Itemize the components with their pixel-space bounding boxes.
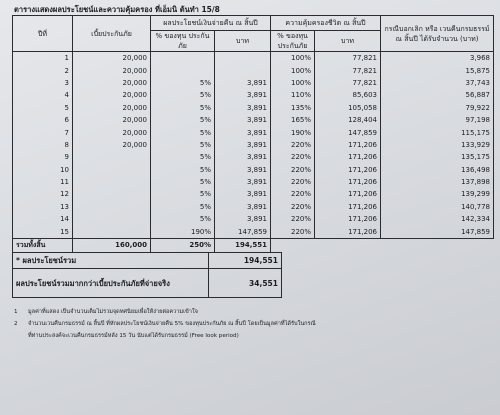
cell-life-pct: 100% xyxy=(271,52,315,65)
header-life-pct: % ของทุน ประกันภัย xyxy=(271,31,315,52)
cell-year: 4 xyxy=(13,89,73,101)
cell-year: 14 xyxy=(13,213,73,225)
footnotes xyxy=(14,306,316,342)
cell-year: 6 xyxy=(13,114,73,126)
excess-value: 34,551 xyxy=(209,269,282,298)
total-cash-baht: 194,551 xyxy=(215,238,271,252)
total-benefit-label: * ผลประโยชน์รวม xyxy=(13,253,209,269)
cell-year: 8 xyxy=(13,139,73,151)
cell-year: 12 xyxy=(13,188,73,200)
cell-cash-baht: 3,891 xyxy=(215,201,271,213)
cell-cash-pct: 5% xyxy=(151,126,215,138)
cell-surrender: 79,922 xyxy=(381,102,494,114)
cell-cash-baht: 3,891 xyxy=(215,176,271,188)
cell-surrender: 140,778 xyxy=(381,201,494,213)
cell-premium: 20,000 xyxy=(73,114,151,126)
cell-life-pct: 190% xyxy=(271,126,315,138)
cell-cash-pct: 5% xyxy=(151,164,215,176)
cell-cash-baht: 3,891 xyxy=(215,139,271,151)
table-row xyxy=(13,201,494,213)
table-row xyxy=(13,225,494,238)
footnote-text: มูลค่าที่แสดง เป็นจำนวนเต็มไม่รวมจุดทศนิยมเพื่อให้ง่ายต่อความเข้าใจ xyxy=(28,309,198,315)
cell-cash-baht: 3,891 xyxy=(215,164,271,176)
table-row xyxy=(13,102,494,114)
cell-surrender: 147,859 xyxy=(381,225,494,238)
cell-year: 3 xyxy=(13,77,73,89)
cell-life-baht: 77,821 xyxy=(315,64,381,76)
cell-surrender: 37,743 xyxy=(381,77,494,89)
cell-surrender: 142,334 xyxy=(381,213,494,225)
table-row xyxy=(13,151,494,163)
header-cash-benefit: ผลประโยชน์เงินจ่ายคืน ณ สิ้นปี xyxy=(151,16,271,31)
cell-cash-baht: 3,891 xyxy=(215,89,271,101)
cell-surrender: 139,299 xyxy=(381,188,494,200)
summary-table xyxy=(12,252,282,298)
cell-life-pct: 100% xyxy=(271,64,315,76)
header-surrender: กรณีบอกเลิก หรือ เวนคืนกรมธรรม์ ณ สิ้นปี ได้รับจำนวน (บาท) xyxy=(381,16,494,52)
table-row xyxy=(13,176,494,188)
footnote-text: จำนวนเวนคืนกรมธรรม์ ณ สิ้นปี ที่หักผลประโยชน์เงินจ่ายคืน 5% ของทุนประกันภัย ณ สิ้นปี โดยเป็นมูลค่าที่ได้รับในกรณี xyxy=(28,321,316,327)
cell-cash-baht: 147,859 xyxy=(215,225,271,238)
cell-premium xyxy=(73,225,151,238)
header-year: ปีที่ xyxy=(13,16,73,52)
footnote xyxy=(14,330,316,342)
excess-label: ผลประโยชน์รวมมากกว่าเบี้ยประกันภัยที่จ่ายจริง xyxy=(13,269,209,298)
cell-life-baht: 171,206 xyxy=(315,176,381,188)
header-life-baht: บาท xyxy=(315,31,381,52)
cell-life-baht: 171,206 xyxy=(315,151,381,163)
cell-life-baht: 77,821 xyxy=(315,77,381,89)
cell-cash-pct: 5% xyxy=(151,213,215,225)
table-row xyxy=(13,77,494,89)
cell-premium xyxy=(73,201,151,213)
footnote-number: 2 xyxy=(14,321,18,327)
cell-life-pct: 220% xyxy=(271,201,315,213)
cell-cash-pct: 5% xyxy=(151,89,215,101)
cell-year: 1 xyxy=(13,52,73,65)
cell-cash-pct: 5% xyxy=(151,77,215,89)
cell-life-pct: 220% xyxy=(271,151,315,163)
cell-surrender: 97,198 xyxy=(381,114,494,126)
cell-premium xyxy=(73,164,151,176)
footnote xyxy=(14,306,316,318)
cell-life-baht: 171,206 xyxy=(315,213,381,225)
cell-surrender: 3,968 xyxy=(381,52,494,65)
cell-life-pct: 220% xyxy=(271,213,315,225)
cell-cash-pct: 5% xyxy=(151,201,215,213)
cell-cash-baht: 3,891 xyxy=(215,151,271,163)
cell-cash-pct: 5% xyxy=(151,188,215,200)
cell-surrender: 115,175 xyxy=(381,126,494,138)
cell-premium: 20,000 xyxy=(73,102,151,114)
table-row xyxy=(13,164,494,176)
cell-cash-pct xyxy=(151,64,215,76)
header-life-cover: ความคุ้มครองชีวิต ณ สิ้นปี xyxy=(271,16,381,31)
cell-life-baht: 147,859 xyxy=(315,126,381,138)
table-row xyxy=(13,52,494,65)
cell-cash-baht xyxy=(215,64,271,76)
cell-life-baht: 105,058 xyxy=(315,102,381,114)
footnote-text: ที่ท่านประสงค์จะเวนคืนกรมธรรม์หลัง 15 วัน นับแต่ได้รับกรมธรรม์ (Free look period) xyxy=(28,333,239,339)
header-premium: เบี้ยประกันภัย xyxy=(73,16,151,52)
cell-life-baht: 85,603 xyxy=(315,89,381,101)
cell-premium xyxy=(73,176,151,188)
cell-year: 13 xyxy=(13,201,73,213)
cell-surrender: 56,887 xyxy=(381,89,494,101)
header-cash-pct: % ของทุน ประกันภัย xyxy=(151,31,215,52)
footnote-number: 1 xyxy=(14,309,18,315)
cell-life-pct: 100% xyxy=(271,77,315,89)
total-row xyxy=(13,238,494,252)
table-row xyxy=(13,114,494,126)
cell-cash-baht: 3,891 xyxy=(215,126,271,138)
cell-premium: 20,000 xyxy=(73,52,151,65)
cell-year: 9 xyxy=(13,151,73,163)
cell-life-baht: 128,404 xyxy=(315,114,381,126)
cell-life-baht: 171,206 xyxy=(315,225,381,238)
cell-life-pct: 165% xyxy=(271,114,315,126)
cell-life-baht: 171,206 xyxy=(315,201,381,213)
table-row xyxy=(13,188,494,200)
cell-life-pct: 135% xyxy=(271,102,315,114)
footnote xyxy=(14,318,316,330)
cell-cash-pct xyxy=(151,52,215,65)
cell-year: 2 xyxy=(13,64,73,76)
cell-year: 5 xyxy=(13,102,73,114)
header-cash-baht: บาท xyxy=(215,31,271,52)
cell-life-baht: 171,206 xyxy=(315,188,381,200)
cell-surrender: 133,929 xyxy=(381,139,494,151)
cell-cash-pct: 5% xyxy=(151,151,215,163)
cell-cash-pct: 5% xyxy=(151,139,215,151)
cell-surrender: 137,898 xyxy=(381,176,494,188)
cell-premium xyxy=(73,151,151,163)
table-row xyxy=(13,64,494,76)
cell-year: 15 xyxy=(13,225,73,238)
cell-life-pct: 110% xyxy=(271,89,315,101)
benefit-table xyxy=(12,15,494,253)
total-premium: 160,000 xyxy=(73,238,151,252)
cell-cash-pct: 5% xyxy=(151,176,215,188)
cell-life-baht: 77,821 xyxy=(315,52,381,65)
table-row xyxy=(13,126,494,138)
cell-life-pct: 220% xyxy=(271,164,315,176)
cell-cash-baht: 3,891 xyxy=(215,188,271,200)
cell-life-pct: 220% xyxy=(271,139,315,151)
page-title: ตารางแสดงผลประโยชน์และความคุ้มครอง ที่เอ็มนิ ต้นทำ 15/8 xyxy=(14,5,220,14)
cell-cash-baht: 3,891 xyxy=(215,213,271,225)
cell-life-baht: 171,206 xyxy=(315,164,381,176)
cell-cash-baht xyxy=(215,52,271,65)
cell-life-pct: 220% xyxy=(271,188,315,200)
cell-year: 7 xyxy=(13,126,73,138)
cell-surrender: 135,175 xyxy=(381,151,494,163)
cell-cash-pct: 5% xyxy=(151,102,215,114)
cell-premium xyxy=(73,188,151,200)
cell-cash-baht: 3,891 xyxy=(215,114,271,126)
cell-cash-baht: 3,891 xyxy=(215,77,271,89)
cell-surrender: 15,875 xyxy=(381,64,494,76)
cell-premium xyxy=(73,213,151,225)
cell-cash-baht: 3,891 xyxy=(215,102,271,114)
cell-life-pct: 220% xyxy=(271,176,315,188)
cell-premium: 20,000 xyxy=(73,64,151,76)
total-cash-pct: 250% xyxy=(151,238,215,252)
cell-premium: 20,000 xyxy=(73,139,151,151)
cell-premium: 20,000 xyxy=(73,77,151,89)
cell-premium: 20,000 xyxy=(73,89,151,101)
total-benefit-value: 194,551 xyxy=(209,253,282,269)
cell-year: 10 xyxy=(13,164,73,176)
cell-life-pct: 220% xyxy=(271,225,315,238)
cell-year: 11 xyxy=(13,176,73,188)
total-label: รวมทั้งสิ้น xyxy=(13,238,73,252)
table-row xyxy=(13,89,494,101)
table-row xyxy=(13,139,494,151)
cell-surrender: 136,498 xyxy=(381,164,494,176)
cell-cash-pct: 5% xyxy=(151,114,215,126)
cell-premium: 20,000 xyxy=(73,126,151,138)
cell-life-baht: 171,206 xyxy=(315,139,381,151)
cell-cash-pct: 190% xyxy=(151,225,215,238)
table-row xyxy=(13,213,494,225)
